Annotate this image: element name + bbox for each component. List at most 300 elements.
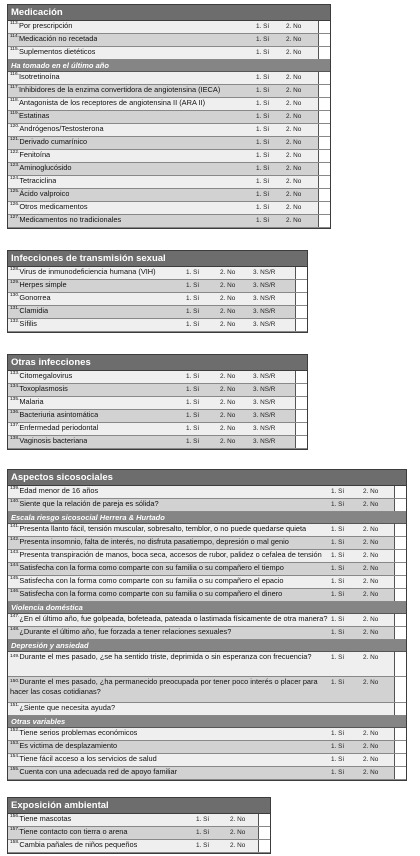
question-number: 136. <box>10 410 20 415</box>
answer-option-o3[interactable]: 3. NS/R <box>253 269 276 276</box>
question-text: Enfermedad periodontal <box>19 423 99 432</box>
answer-box[interactable] <box>318 72 330 84</box>
question-text: ¿Durante el último año, fue forzada a tener relaciones sexuales? <box>19 627 232 636</box>
answer-option-o1[interactable]: 1. Sí <box>186 373 200 380</box>
question-label <box>10 176 56 185</box>
question-label <box>10 524 306 533</box>
answer-option-o2[interactable]: 2. No <box>286 23 302 30</box>
answer-box[interactable] <box>295 410 307 422</box>
answer-box[interactable] <box>258 827 270 839</box>
answer-option-o1[interactable]: 1. Sí <box>331 629 345 636</box>
question-text: Antagonista de los receptores de angiotensina II (ARA II) <box>18 98 206 107</box>
answer-box[interactable] <box>295 280 307 292</box>
question-text: Durante el mes pasado, ¿ha permanecido preocupada por tener poco interés o placer para hacer las cosas cotidianas? <box>10 677 318 696</box>
question-row <box>8 280 307 293</box>
subsection-title: Depresión y ansiedad <box>8 640 406 652</box>
question-label <box>10 741 117 750</box>
question-text: ¿En el último año, fue golpeada, bofeteada, pateada o lastimada físicamente de otra manera? <box>19 614 328 623</box>
answer-option-o1[interactable]: 1. Sí <box>256 178 270 185</box>
question-text: Clamidia <box>19 306 49 315</box>
answer-box[interactable] <box>295 319 307 331</box>
answer-option-o2[interactable]: 2. No <box>363 578 379 585</box>
answer-option-o2[interactable]: 2. No <box>286 113 302 120</box>
answer-box[interactable] <box>394 537 406 549</box>
question-label <box>10 306 48 315</box>
question-label <box>10 215 121 224</box>
answer-box[interactable] <box>394 627 406 639</box>
answer-option-o3[interactable]: 3. NS/R <box>253 412 276 419</box>
answer-option-o1[interactable]: 1. Sí <box>331 501 345 508</box>
rows-group <box>8 72 330 228</box>
question-label <box>10 384 68 393</box>
answer-box[interactable] <box>318 137 330 149</box>
answer-box[interactable] <box>394 652 406 676</box>
answer-option-o1[interactable]: 1. Sí <box>256 87 270 94</box>
answer-box[interactable] <box>394 589 406 601</box>
answer-option-o1[interactable]: 1. Sí <box>331 565 345 572</box>
answer-option-o1[interactable]: 1. Sí <box>186 282 200 289</box>
question-number: 147. <box>10 614 20 619</box>
question-number: 137. <box>10 423 20 428</box>
question-number: 135. <box>10 397 20 402</box>
answer-option-o2[interactable]: 2. No <box>220 269 236 276</box>
answer-option-o2[interactable]: 2. No <box>230 829 246 836</box>
question-number: 141. <box>10 524 20 529</box>
answer-option-o2[interactable]: 2. No <box>363 488 379 495</box>
answer-option-o2[interactable]: 2. No <box>363 526 379 533</box>
answer-box[interactable] <box>295 293 307 305</box>
answer-box[interactable] <box>394 728 406 740</box>
question-label <box>10 728 137 737</box>
question-text: Sífilis <box>19 319 38 328</box>
question-text: ¿Siente que necesita ayuda? <box>19 703 116 712</box>
answer-box[interactable] <box>394 563 406 575</box>
question-row <box>8 537 406 550</box>
question-row <box>8 319 307 332</box>
question-label <box>10 550 322 559</box>
question-label <box>10 267 156 276</box>
answer-box[interactable] <box>318 163 330 175</box>
answer-option-o2[interactable]: 2. No <box>286 191 302 198</box>
question-number: 119. <box>10 111 19 116</box>
question-number: 140. <box>10 499 20 504</box>
answer-box[interactable] <box>318 21 330 33</box>
question-text: Ácido valproico <box>19 189 70 198</box>
answer-option-o1[interactable]: 1. Sí <box>331 539 345 546</box>
answer-box[interactable] <box>295 423 307 435</box>
question-row <box>8 728 406 741</box>
answer-option-o3[interactable]: 3. NS/R <box>253 308 276 315</box>
question-number: 117. <box>10 85 19 90</box>
question-row <box>8 215 330 228</box>
question-row <box>8 21 330 34</box>
answer-option-o2[interactable]: 2. No <box>363 769 379 776</box>
answer-box[interactable] <box>318 111 330 123</box>
answer-box[interactable] <box>295 384 307 396</box>
rows-group <box>8 21 330 60</box>
question-number: 123. <box>10 163 20 168</box>
answer-option-o3[interactable]: 3. NS/R <box>253 282 276 289</box>
question-row <box>8 840 270 853</box>
question-text: Toxoplasmosis <box>19 384 68 393</box>
question-label <box>10 767 177 776</box>
answer-box[interactable] <box>394 614 406 626</box>
question-row <box>8 423 307 436</box>
rows-group <box>8 814 270 853</box>
answer-box[interactable] <box>318 47 330 59</box>
answer-box[interactable] <box>394 499 406 511</box>
answer-option-o1[interactable]: 1. Sí <box>331 654 345 661</box>
question-label <box>10 371 72 380</box>
question-label <box>10 98 205 107</box>
question-label <box>10 189 69 198</box>
question-row <box>8 306 307 319</box>
answer-option-o2[interactable]: 2. No <box>286 217 302 224</box>
answer-option-o1[interactable]: 1. Sí <box>256 36 270 43</box>
answer-box[interactable] <box>318 215 330 227</box>
answer-option-o1[interactable]: 1. Sí <box>331 743 345 750</box>
answer-option-o1[interactable]: 1. Sí <box>331 769 345 776</box>
question-row <box>8 98 330 111</box>
question-row <box>8 576 406 589</box>
question-row <box>8 652 406 677</box>
answer-option-o2[interactable]: 2. No <box>286 87 302 94</box>
question-row <box>8 111 330 124</box>
answer-option-o2[interactable]: 2. No <box>286 152 302 159</box>
question-number: 138. <box>10 436 20 441</box>
question-number: 116. <box>10 72 19 77</box>
question-text: Presenta insomnio, falta de interés, no disfruta pasatiempo, depresión o mal genio <box>19 537 289 546</box>
rows-group <box>8 371 307 449</box>
question-number: 134. <box>10 384 20 389</box>
question-number: 125. <box>10 189 20 194</box>
form-otras-infecciones <box>7 354 308 450</box>
answer-box[interactable] <box>394 677 406 702</box>
question-label <box>10 499 159 508</box>
question-number: 133. <box>10 371 20 376</box>
question-row <box>8 827 270 840</box>
answer-option-o3[interactable]: 3. NS/R <box>253 373 276 380</box>
question-row <box>8 627 406 640</box>
answer-box[interactable] <box>318 124 330 136</box>
answer-box[interactable] <box>394 703 406 715</box>
answer-option-o2[interactable]: 2. No <box>286 126 302 133</box>
answer-option-o1[interactable]: 1. Sí <box>331 679 345 686</box>
answer-option-o1[interactable]: 1. Sí <box>331 616 345 623</box>
answer-option-o2[interactable]: 2. No <box>220 399 236 406</box>
question-row <box>8 85 330 98</box>
answer-box[interactable] <box>394 550 406 562</box>
question-label <box>10 652 325 662</box>
answer-option-o1[interactable]: 1. Sí <box>256 204 270 211</box>
section-title: Exposición ambiental <box>8 798 270 814</box>
question-text: Estatinas <box>18 111 50 120</box>
section-title: Medicación <box>8 5 330 21</box>
answer-option-o2[interactable]: 2. No <box>363 591 379 598</box>
answer-option-o2[interactable]: 2. No <box>363 629 379 636</box>
rows-group <box>8 486 406 512</box>
answer-option-o3[interactable]: 3. NS/R <box>253 386 276 393</box>
question-row <box>8 72 330 85</box>
question-label <box>10 840 137 849</box>
question-text: Aminoglucósido <box>19 163 72 172</box>
question-text: Herpes simple <box>19 280 67 289</box>
question-row <box>8 47 330 60</box>
answer-option-o1[interactable]: 1. Sí <box>256 49 270 56</box>
answer-option-o2[interactable]: 2. No <box>220 321 236 328</box>
question-label <box>10 163 72 172</box>
answer-option-o2[interactable]: 2. No <box>286 74 302 81</box>
answer-box[interactable] <box>394 767 406 779</box>
subsection-title: Ha tomado en el último año <box>8 60 330 72</box>
section-title: Otras infecciones <box>8 355 307 371</box>
answer-option-o2[interactable]: 2. No <box>286 204 302 211</box>
answer-option-o1[interactable]: 1. Sí <box>256 139 270 146</box>
question-number: 154. <box>10 754 20 759</box>
question-row <box>8 550 406 563</box>
answer-box[interactable] <box>318 85 330 97</box>
question-number: 121. <box>10 137 20 142</box>
answer-option-o1[interactable]: 1. Sí <box>331 552 345 559</box>
question-text: Tetraciclina <box>19 176 57 185</box>
answer-option-o1[interactable]: 1. Sí <box>256 191 270 198</box>
question-number: 150. <box>10 679 20 684</box>
question-label <box>10 34 97 43</box>
answer-option-o2[interactable]: 2. No <box>286 165 302 172</box>
question-text: Medicación no recetada <box>18 34 98 43</box>
answer-option-o1[interactable]: 1. Sí <box>256 152 270 159</box>
answer-option-o2[interactable]: 2. No <box>220 295 236 302</box>
answer-option-o1[interactable]: 1. Sí <box>186 425 200 432</box>
answer-option-o1[interactable]: 1. Sí <box>186 269 200 276</box>
question-number: 132. <box>10 319 20 324</box>
question-label <box>10 150 50 159</box>
answer-option-o2[interactable]: 2. No <box>220 425 236 432</box>
answer-option-o1[interactable]: 1. Sí <box>186 295 200 302</box>
question-label <box>10 589 282 598</box>
answer-option-o2[interactable]: 2. No <box>220 282 236 289</box>
answer-option-o2[interactable]: 2. No <box>363 730 379 737</box>
answer-option-o1[interactable]: 1. Sí <box>256 165 270 172</box>
answer-option-o3[interactable]: 3. NS/R <box>253 438 276 445</box>
answer-box[interactable] <box>318 189 330 201</box>
question-number: 118. <box>10 98 19 103</box>
answer-option-o2[interactable]: 2. No <box>363 539 379 546</box>
question-number: 157. <box>10 827 20 832</box>
question-number: 143. <box>10 550 20 555</box>
question-number: 130. <box>10 293 20 298</box>
question-row <box>8 202 330 215</box>
question-number: 126. <box>10 202 20 207</box>
question-row <box>8 486 406 499</box>
question-number: 152. <box>10 728 20 733</box>
question-label <box>10 202 88 211</box>
answer-option-o1[interactable]: 1. Sí <box>196 816 210 823</box>
answer-box[interactable] <box>295 397 307 409</box>
answer-option-o1[interactable]: 1. Sí <box>331 488 345 495</box>
answer-box[interactable] <box>394 524 406 536</box>
question-row <box>8 754 406 767</box>
answer-box[interactable] <box>295 436 307 448</box>
question-text: Presenta transpiración de manos, boca seca, accesos de rubor, palidez o cefalea de tensión <box>19 550 322 559</box>
question-label <box>10 576 284 585</box>
question-number: 158. <box>10 840 20 845</box>
rows-group <box>8 267 307 332</box>
answer-option-o1[interactable]: 1. Sí <box>331 756 345 763</box>
answer-option-o3[interactable]: 3. NS/R <box>253 425 276 432</box>
answer-option-o1[interactable]: 1. Sí <box>186 386 200 393</box>
rows-group <box>8 524 406 602</box>
question-row <box>8 703 406 716</box>
answer-box[interactable] <box>394 486 406 498</box>
answer-box[interactable] <box>394 576 406 588</box>
question-number: 153. <box>10 741 20 746</box>
answer-box[interactable] <box>318 98 330 110</box>
answer-option-o2[interactable]: 2. No <box>286 49 302 56</box>
answer-option-o2[interactable]: 2. No <box>286 100 302 107</box>
answer-option-o1[interactable]: 1. Sí <box>331 591 345 598</box>
question-number: 144. <box>10 563 20 568</box>
question-number: 148. <box>10 627 20 632</box>
question-label <box>10 814 71 823</box>
question-text: Siente que la relación de pareja es sólida? <box>19 499 159 508</box>
answer-option-o1[interactable]: 1. Sí <box>196 842 210 849</box>
question-row <box>8 124 330 137</box>
answer-option-o2[interactable]: 2. No <box>286 139 302 146</box>
question-number: 120. <box>10 124 20 129</box>
answer-option-o2[interactable]: 2. No <box>230 842 246 849</box>
answer-option-o1[interactable]: 1. Sí <box>186 438 200 445</box>
answer-option-o3[interactable]: 3. NS/R <box>253 321 276 328</box>
answer-option-o1[interactable]: 1. Sí <box>196 829 210 836</box>
question-row <box>8 410 307 423</box>
question-row <box>8 371 307 384</box>
answer-option-o2[interactable]: 2. No <box>363 565 379 572</box>
question-label <box>10 827 128 836</box>
form-medicacion <box>7 4 331 229</box>
question-number: 142. <box>10 537 20 542</box>
question-text: Virus de inmunodeficiencia humana (VIH) <box>19 267 156 276</box>
question-text: Fenitoína <box>19 150 51 159</box>
question-label <box>10 410 98 419</box>
question-text: Durante el mes pasado, ¿se ha sentido triste, deprimida o sin esperanza con frecuencia? <box>19 652 312 661</box>
answer-option-o2[interactable]: 2. No <box>363 552 379 559</box>
answer-option-o2[interactable]: 2. No <box>363 654 379 661</box>
answer-box[interactable] <box>295 306 307 318</box>
form-aspectos-sicosociales <box>7 469 407 781</box>
answer-option-o1[interactable]: 1. Sí <box>186 308 200 315</box>
answer-box[interactable] <box>318 150 330 162</box>
question-label <box>10 423 98 432</box>
question-number: 155. <box>10 767 20 772</box>
question-row <box>8 563 406 576</box>
answer-box[interactable] <box>258 814 270 826</box>
answer-option-o2[interactable]: 2. No <box>220 308 236 315</box>
answer-box[interactable] <box>295 371 307 383</box>
answer-option-o1[interactable]: 1. Sí <box>331 578 345 585</box>
answer-option-o1[interactable]: 1. Sí <box>331 730 345 737</box>
question-label <box>10 397 44 406</box>
answer-option-o2[interactable]: 2. No <box>220 412 236 419</box>
rows-group <box>8 728 406 780</box>
question-text: Inhibidores de la enzima convertidora de angiotensina (IECA) <box>18 85 221 94</box>
answer-box[interactable] <box>318 34 330 46</box>
answer-option-o2[interactable]: 2. No <box>220 438 236 445</box>
question-label <box>10 111 49 120</box>
answer-option-o1[interactable]: 1. Sí <box>331 526 345 533</box>
question-text: Cuenta con una adecuada red de apoyo familiar <box>19 767 178 776</box>
answer-option-o2[interactable]: 2. No <box>220 386 236 393</box>
answer-option-o1[interactable]: 1. Sí <box>256 74 270 81</box>
question-label <box>10 280 67 289</box>
answer-box[interactable] <box>258 840 270 852</box>
question-label <box>10 563 284 572</box>
answer-box[interactable] <box>394 754 406 766</box>
answer-option-o3[interactable]: 3. NS/R <box>253 399 276 406</box>
question-text: Por prescripción <box>18 21 73 30</box>
answer-option-o1[interactable]: 1. Sí <box>256 217 270 224</box>
question-label <box>10 627 231 636</box>
question-text: Isotretinoína <box>18 72 60 81</box>
answer-option-o2[interactable]: 2. No <box>363 679 379 686</box>
question-text: Cambia pañales de niños pequeños <box>19 840 138 849</box>
answer-box[interactable] <box>318 202 330 214</box>
question-text: Derivado cumarínico <box>19 137 88 146</box>
answer-option-o2[interactable]: 2. No <box>363 501 379 508</box>
answer-option-o1[interactable]: 1. Sí <box>256 126 270 133</box>
answer-box[interactable] <box>394 741 406 753</box>
answer-option-o2[interactable]: 2. No <box>363 616 379 623</box>
question-row <box>8 677 406 703</box>
answer-option-o2[interactable]: 2. No <box>220 373 236 380</box>
answer-option-o3[interactable]: 3. NS/R <box>253 295 276 302</box>
answer-option-o1[interactable]: 1. Sí <box>186 321 200 328</box>
answer-option-o2[interactable]: 2. No <box>286 36 302 43</box>
answer-option-o1[interactable]: 1. Sí <box>256 113 270 120</box>
question-label <box>10 72 60 81</box>
question-text: Tiene serios problemas económicos <box>19 728 138 737</box>
question-number: 151. <box>10 703 20 708</box>
answer-box[interactable] <box>295 267 307 279</box>
answer-option-o1[interactable]: 1. Sí <box>256 100 270 107</box>
form-its <box>7 250 308 333</box>
rows-group <box>8 614 406 640</box>
question-text: Es victima de desplazamiento <box>19 741 118 750</box>
answer-option-o1[interactable]: 1. Sí <box>256 23 270 30</box>
question-row <box>8 267 307 280</box>
question-row <box>8 397 307 410</box>
question-number: 128. <box>10 267 20 272</box>
answer-box[interactable] <box>318 176 330 188</box>
question-number: 115. <box>10 47 19 52</box>
question-label <box>10 703 325 712</box>
answer-option-o1[interactable]: 1. Sí <box>186 412 200 419</box>
answer-option-o2[interactable]: 2. No <box>286 178 302 185</box>
question-text: Gonorrea <box>19 293 51 302</box>
answer-option-o1[interactable]: 1. Sí <box>186 399 200 406</box>
question-text: Satisfecha con la forma como comparte con su familia o su compañero el epacio <box>19 576 284 585</box>
rows-group <box>8 652 406 716</box>
answer-option-o2[interactable]: 2. No <box>230 816 246 823</box>
answer-option-o2[interactable]: 2. No <box>363 743 379 750</box>
subsection-title: Escala riesgo sicosocial Herrera & Hurtado <box>8 512 406 524</box>
question-text: Satisfecha con la forma como comparte con su familia o su compañero el tiempo <box>19 563 284 572</box>
question-text: Edad menor de 16 años <box>19 486 99 495</box>
question-label <box>10 537 289 546</box>
question-text: Suplementos dietéticos <box>18 47 96 56</box>
question-number: 139. <box>10 486 20 491</box>
answer-option-o2[interactable]: 2. No <box>363 756 379 763</box>
